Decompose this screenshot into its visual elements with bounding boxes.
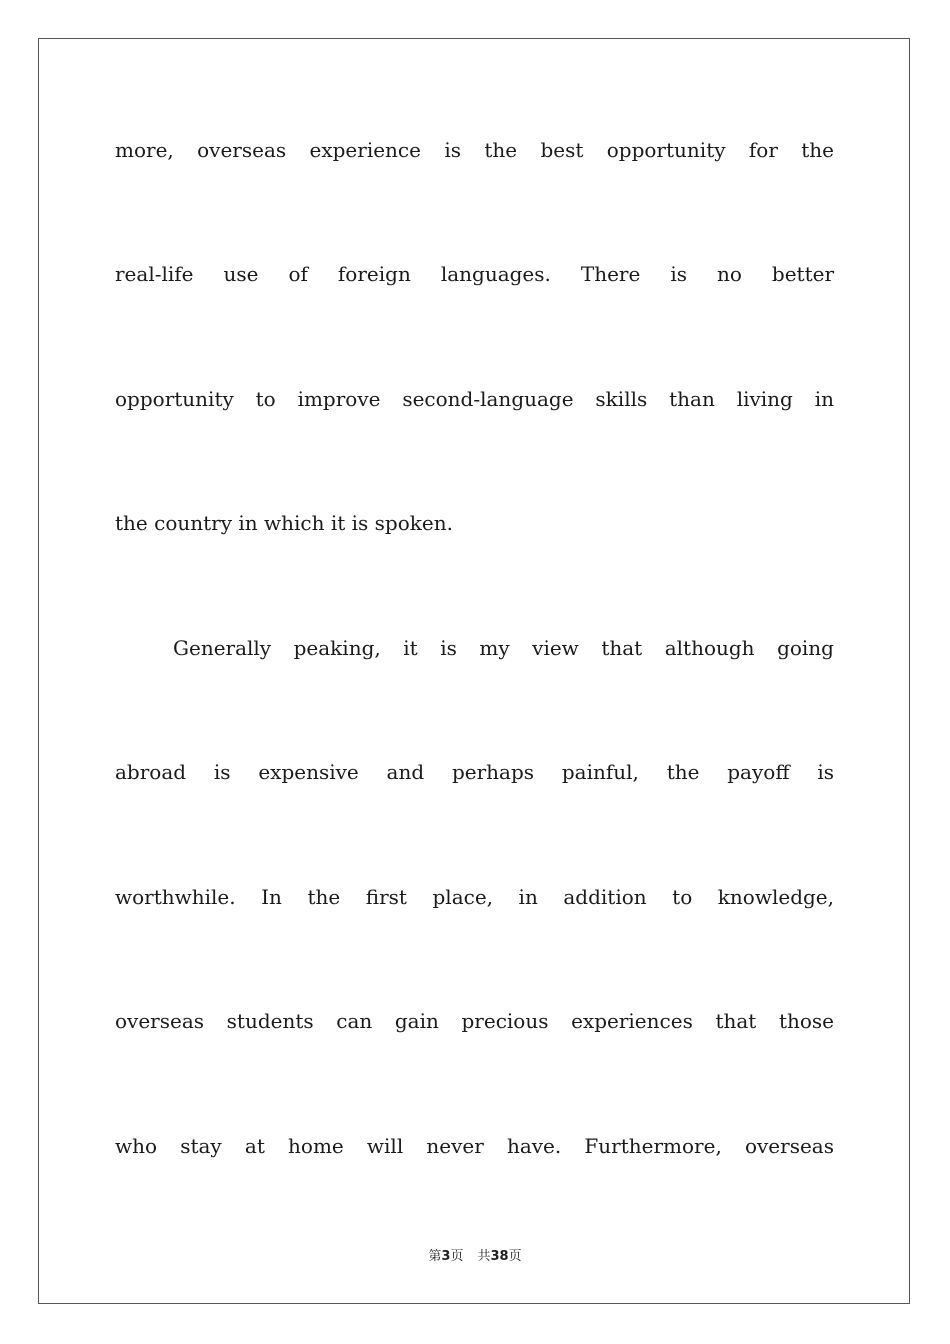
text-line: overseas students can gain precious experiences that those: [115, 1009, 834, 1033]
text-line: abroad is expensive and perhaps painful, the payoff is: [115, 760, 834, 784]
text-line: worthwhile. In the first place, in addition to knowledge,: [115, 885, 834, 909]
total-label-prefix: 共: [477, 1249, 491, 1264]
text-line: real-life use of foreign languages. There is no better: [115, 262, 834, 286]
text-line: who stay at home will never have. Furthermore, overseas: [115, 1134, 834, 1158]
page-border: [38, 38, 910, 1304]
text-line: the country in which it is spoken.: [115, 511, 453, 535]
paragraph-first-line: Generally peaking, it is my view that although going: [173, 636, 834, 660]
page-footer: [0, 1247, 950, 1267]
page-label-suffix: 页: [450, 1249, 464, 1264]
page-number: 3: [441, 1249, 451, 1264]
total-label-suffix: 页: [508, 1249, 522, 1264]
text-line: opportunity to improve second-language skills than living in: [115, 387, 834, 411]
page-label-prefix: 第: [428, 1249, 442, 1264]
text-line: more, overseas experience is the best opportunity for the: [115, 138, 834, 162]
total-pages: 38: [490, 1249, 509, 1264]
